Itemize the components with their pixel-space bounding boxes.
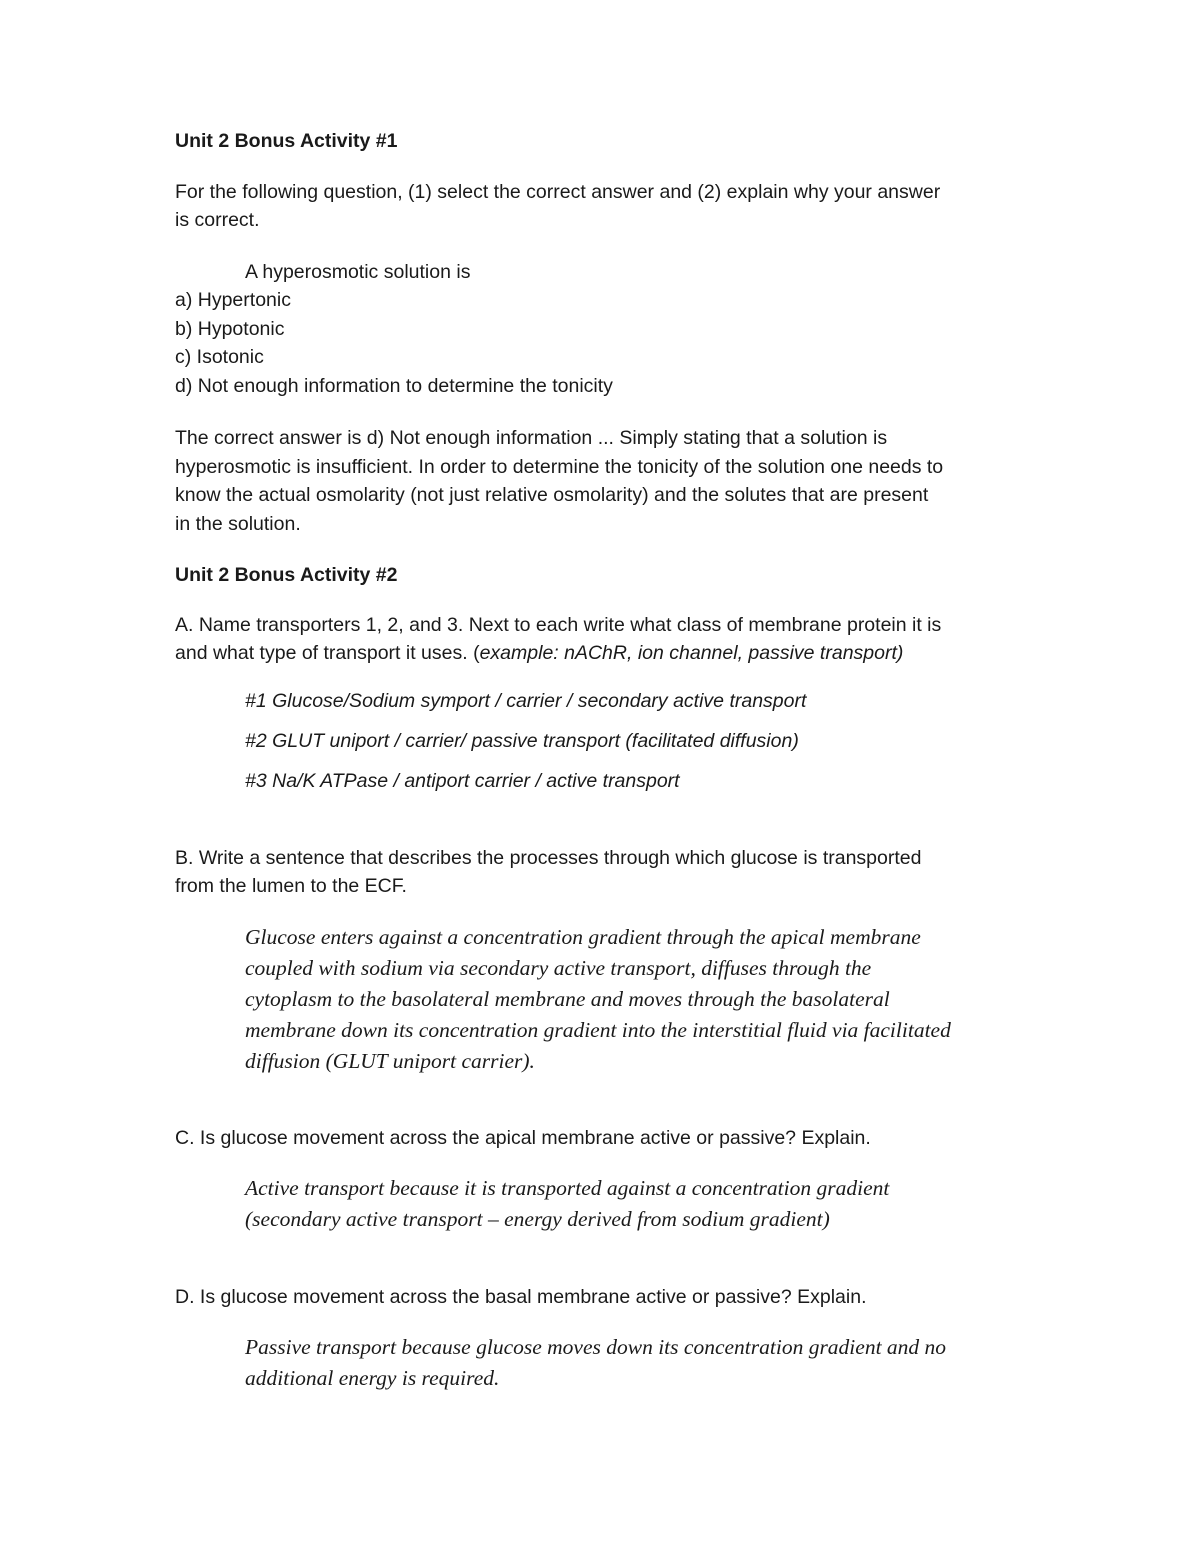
- activity2-partC-answer-line-1: Active transport because it is transported against a concentration gradient: [245, 1176, 890, 1200]
- activity1-instructions-line-1: For the following question, (1) select the correct answer and (2) explain why your answer: [175, 181, 941, 203]
- activity2-partB-answer-line-4: membrane down its concentration gradient into the interstitial fluid via facilitated: [245, 1018, 951, 1042]
- activity2-partC-answer-line-2: (secondary active transport – energy derived from sodium gradient): [245, 1207, 830, 1231]
- activity2-partB-answer-line-1: Glucose enters against a concentration gradient through the apical membrane: [245, 925, 921, 949]
- activity1-answer-line-4: in the solution.: [175, 513, 301, 535]
- activity2-partB-answer-line-2: coupled with sodium via secondary active transport, diffuses through the: [245, 956, 872, 980]
- activity1-option-c: c) Isotonic: [175, 346, 264, 368]
- activity2-heading: Unit 2 Bonus Activity #2: [175, 564, 398, 586]
- activity2-partA-example: example: nAChR, ion channel, passive transport): [479, 642, 904, 664]
- activity2-partB-answer-line-5: diffusion (GLUT uniport carrier).: [245, 1049, 535, 1073]
- activity1-option-d: d) Not enough information to determine the tonicity: [175, 375, 613, 397]
- activity1-answer-line-3: know the actual osmolarity (not just relative osmolarity) and the solutes that are present: [175, 484, 929, 506]
- activity2-partD-question: D. Is glucose movement across the basal membrane active or passive? Explain.: [175, 1286, 867, 1308]
- activity1-answer-line-1: The correct answer is d) Not enough information ... Simply stating that a solution is: [175, 427, 888, 449]
- activity2-partA-question-line-2: [175, 644, 903, 664]
- activity1-question: A hyperosmotic solution is: [245, 261, 471, 283]
- activity1-option-b: b) Hypotonic: [175, 318, 285, 340]
- activity2-partA-question-text: and what type of transport it uses. (: [175, 642, 480, 664]
- activity1-instructions-line-2: is correct.: [175, 209, 260, 231]
- activity2-partA-answer-1: #1 Glucose/Sodium symport / carrier / secondary active transport: [245, 690, 807, 712]
- activity2-partA-answer-3: #3 Na/K ATPase / antiport carrier / active transport: [245, 770, 680, 792]
- activity2-partB-question-line-1: B. Write a sentence that describes the processes through which glucose is transported: [175, 847, 922, 869]
- activity1-option-a: a) Hypertonic: [175, 289, 291, 311]
- activity1-answer-line-2: hyperosmotic is insufficient. In order to determine the tonicity of the solution one needs to: [175, 456, 944, 478]
- activity1-heading: Unit 2 Bonus Activity #1: [175, 130, 398, 152]
- activity2-partD-answer-line-2: additional energy is required.: [245, 1366, 500, 1390]
- activity2-partA-answer-2: #2 GLUT uniport / carrier/ passive transport (facilitated diffusion): [245, 730, 799, 752]
- activity2-partA-question-line-1: A. Name transporters 1, 2, and 3. Next to each write what class of membrane protein it is: [175, 614, 942, 636]
- activity2-partB-question-line-2: from the lumen to the ECF.: [175, 875, 407, 897]
- activity2-partC-question: C. Is glucose movement across the apical membrane active or passive? Explain.: [175, 1127, 871, 1149]
- activity2-partD-answer-line-1: Passive transport because glucose moves down its concentration gradient and no: [245, 1335, 947, 1359]
- activity2-partB-answer-line-3: cytoplasm to the basolateral membrane and moves through the basolateral: [245, 987, 890, 1011]
